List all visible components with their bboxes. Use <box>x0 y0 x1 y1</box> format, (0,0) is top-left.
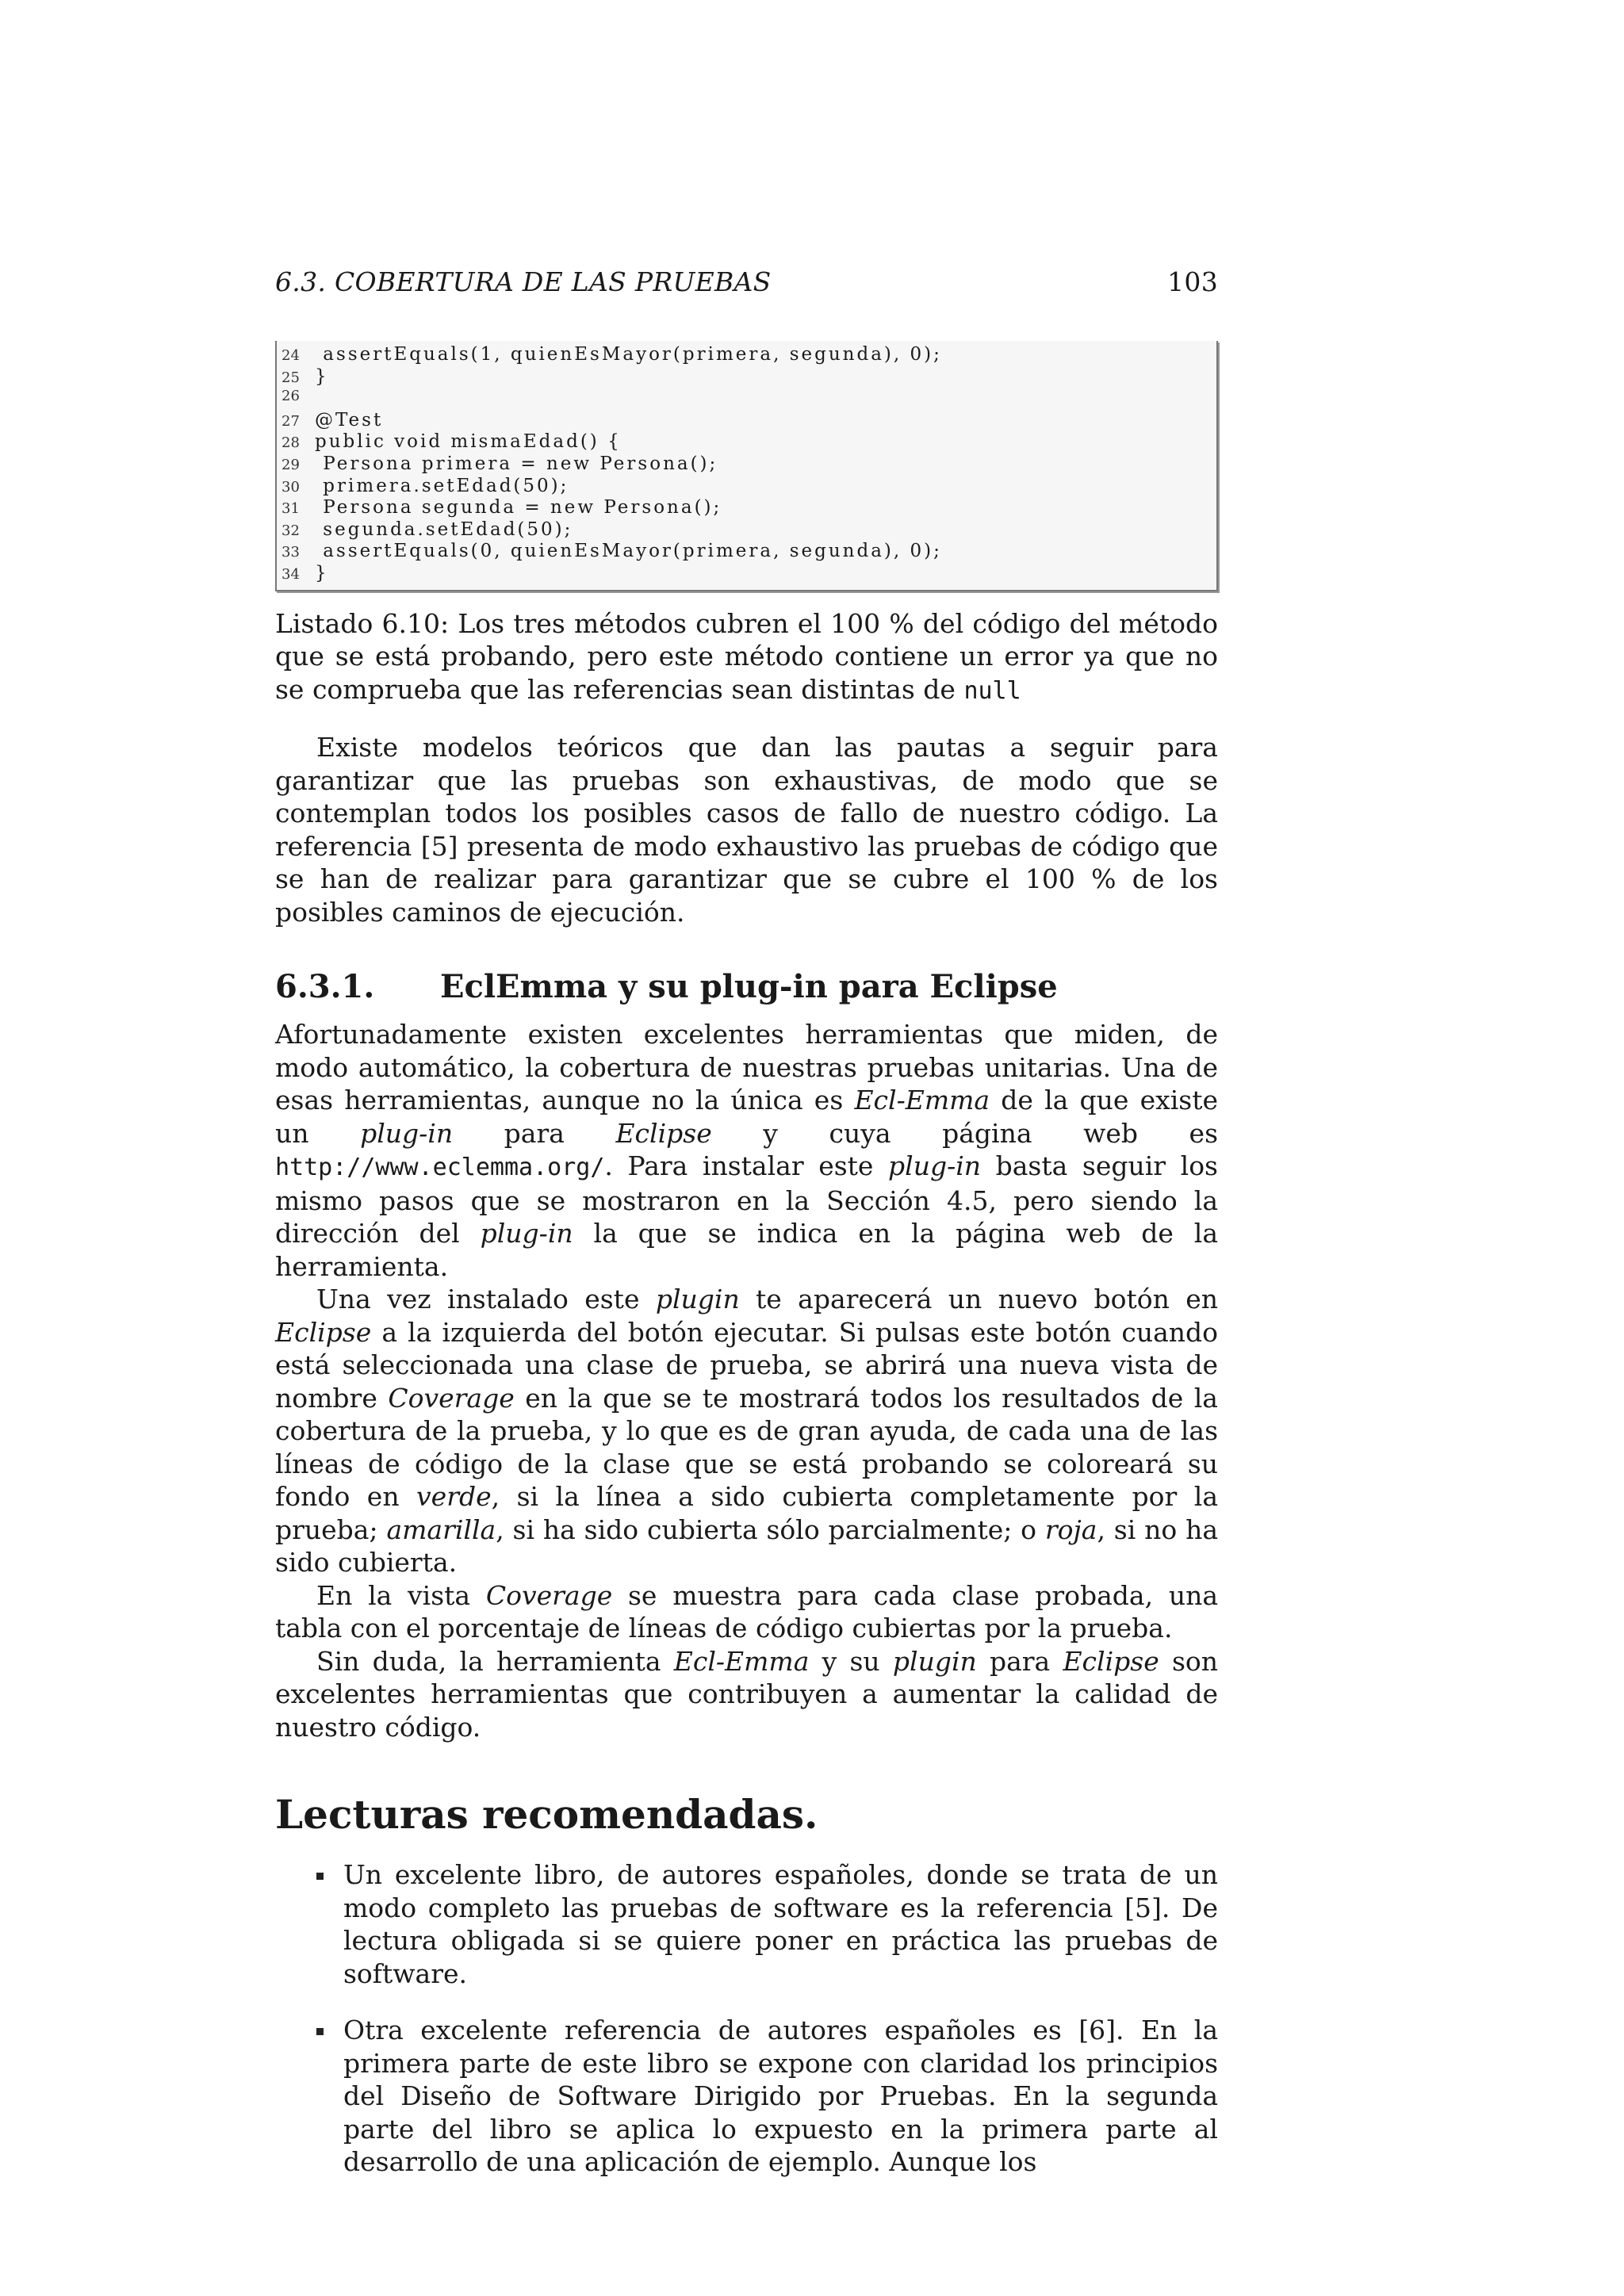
text-run: En la vista <box>316 1579 486 1611</box>
code-line-number: 34 <box>282 565 300 583</box>
emph-roja: roja <box>1044 1513 1097 1545</box>
code-line-number: 31 <box>282 500 300 518</box>
caption-text: Listado 6.10: Los tres métodos cubren el 100 % del código del método que se está probando, pero este método contiene un error ya que no se comprueba que las referencias sean distintas de <box>275 607 1218 705</box>
emph-plugin: plugin <box>892 1645 977 1677</box>
code-line-text: primera.setEdad(50); <box>315 475 569 496</box>
bullet-icon <box>316 1873 324 1880</box>
paragraph-eclemma-intro <box>275 1018 1218 1283</box>
emph-verde: verde <box>416 1481 492 1513</box>
text-run: a la izquierda del botón ejecutar. Si pulsas este botón cuando está seleccionada una clase de prueba, se abrirá una nueva vista de nombre <box>275 1316 1218 1414</box>
code-line <box>277 366 1216 388</box>
subsection-number: 6.3.1. <box>275 968 375 1006</box>
text-run: , si la línea a sido cubierta completamente por la prueba; <box>275 1481 1218 1545</box>
code-line-text: assertEquals(1, quienEsMayor(primera, segunda), 0); <box>315 344 942 365</box>
emph-coverage: Coverage <box>485 1579 613 1611</box>
emph-plugin: plug-in <box>888 1150 982 1182</box>
emph-eclemma: Ecl-Emma <box>673 1645 810 1677</box>
subsection-heading <box>275 968 1218 1005</box>
readings-list <box>275 1858 1218 2179</box>
eclemma-url[interactable]: http://www.eclemma.org/ <box>275 1154 605 1182</box>
text-run: de la que existe un <box>275 1085 1219 1149</box>
emph-eclipse: Eclipse <box>1063 1645 1159 1677</box>
caption-code-null: null <box>963 676 1021 705</box>
code-line-text: Persona segunda = new Persona(); <box>315 497 722 519</box>
paragraph-plugin-usage <box>275 1283 1218 1579</box>
page-number: 103 <box>1167 266 1218 297</box>
emph-plugin: plugin <box>655 1284 740 1315</box>
emph-eclipse: Eclipse <box>275 1316 372 1348</box>
code-line-number: 27 <box>282 412 300 430</box>
code-line <box>277 410 1216 432</box>
intro-paragraph: Existe modelos teóricos que dan las pautas a seguir para garantizar que las pruebas son exhaustivas, de modo que se contemplan todos los posibles casos de fallo de nuestro código. La referencia [5] presenta de modo exhaustivo las pruebas de código que se han de realizar para garantizar que se cubre el 100 % de los posibles caminos de ejecución. <box>275 732 1218 928</box>
code-line <box>277 388 1216 410</box>
code-line-number: 33 <box>282 544 300 561</box>
text-run: y su <box>809 1645 893 1677</box>
code-line <box>277 431 1216 453</box>
code-line-number: 28 <box>282 434 300 452</box>
list-item <box>275 1858 1218 1990</box>
code-listing <box>275 341 1218 591</box>
listing-caption <box>275 607 1218 708</box>
code-line-text: assertEquals(0, quienEsMayor(primera, segunda), 0); <box>315 541 942 562</box>
text-run: Sin duda, la herramienta <box>316 1645 674 1677</box>
code-line <box>277 563 1216 585</box>
emph-plugin: plug-in <box>360 1117 454 1149</box>
code-line-text: Persona primera = new Persona(); <box>315 453 718 474</box>
code-line-number: 25 <box>282 369 300 386</box>
emph-plugin: plug-in <box>480 1218 573 1249</box>
text-run: . Para instalar este <box>604 1150 889 1182</box>
text-run: , si ha sido cubierta sólo parcialmente; o <box>496 1513 1045 1545</box>
emph-eclipse: Eclipse <box>615 1117 712 1149</box>
list-item-text: Un excelente libro, de autores españoles, donde se trata de un modo completo las pruebas de software es la referencia [5]. De lectura obligada si se quiere poner en práctica las pruebas de software. <box>343 1859 1218 1989</box>
paragraph-conclusion <box>275 1645 1218 1744</box>
text-run: para <box>453 1117 616 1149</box>
text-run: y cuya página web es <box>711 1117 1219 1149</box>
section-heading-readings: Lecturas recomendadas. <box>275 1791 818 1839</box>
code-line-number: 30 <box>282 478 300 496</box>
code-line <box>277 344 1216 366</box>
text-run: basta seguir los mismo pasos que se mostraron en la Sección 4.5, pero siendo la dirección del <box>275 1150 1218 1249</box>
emph-amarilla: amarilla <box>386 1513 496 1545</box>
running-header <box>275 254 1218 301</box>
emph-coverage: Coverage <box>388 1382 515 1414</box>
emph-eclemma: Ecl-Emma <box>854 1085 990 1116</box>
code-line-text: @Test <box>315 409 384 430</box>
code-line <box>277 519 1216 541</box>
text-run: te aparecerá un nuevo botón en <box>739 1284 1218 1315</box>
code-line <box>277 453 1216 476</box>
code-line-number: 29 <box>282 456 300 473</box>
list-item-text: Otra excelente referencia de autores españoles es [6]. En la primera parte de este libro se expone con claridad los principios del Diseño de Software Dirigido por Pruebas. En la segunda parte del libro se aplica lo expuesto en la primera parte al desarrollo de una aplicación de ejemplo. Aunque los <box>343 2015 1218 2178</box>
bullet-icon <box>316 2028 324 2035</box>
code-line <box>277 541 1216 563</box>
running-header-title: 6.3. COBERTURA DE LAS PRUEBAS <box>275 266 772 297</box>
code-line-text: } <box>315 562 329 584</box>
code-line-text: } <box>315 365 329 387</box>
text-run: para <box>976 1645 1063 1677</box>
text-run: Una vez instalado este <box>316 1284 656 1315</box>
list-item <box>275 2014 1218 2179</box>
code-line-number: 24 <box>282 347 300 364</box>
text-run: en la que se te mostrará todos los resultados de la cobertura de la prueba, y lo que es de gran ayuda, de cada una de las líneas de código de la clase que se está probando se coloreará su fondo en <box>275 1382 1218 1513</box>
code-line <box>277 476 1216 498</box>
code-line-text: segunda.setEdad(50); <box>315 519 573 540</box>
code-line-number: 32 <box>282 522 300 539</box>
paragraph-coverage-view <box>275 1579 1218 1645</box>
text-run: se muestra para cada clase probada, una tabla con el porcentaje de líneas de código cubiertas por la prueba. <box>275 1579 1219 1644</box>
code-line <box>277 497 1216 519</box>
code-line-number: 26 <box>282 388 300 405</box>
text-run: son excelentes herramientas que contribuyen a aumentar la calidad de nuestro código. <box>275 1645 1219 1743</box>
text-run: Afortunadamente existen excelentes herramientas que miden, de modo automático, la cobertura de nuestras pruebas unitarias. Una de esas herramientas, aunque no la única es <box>275 1019 1218 1116</box>
subsection-title: EclEmma y su plug-in para Eclipse <box>440 968 1058 1006</box>
text-run: la que se indica en la página web de la herramienta. <box>275 1218 1219 1282</box>
text-run: , si no ha sido cubierta. <box>275 1513 1219 1578</box>
page <box>275 254 1218 2202</box>
code-line-text: public void mismaEdad() { <box>315 431 622 453</box>
